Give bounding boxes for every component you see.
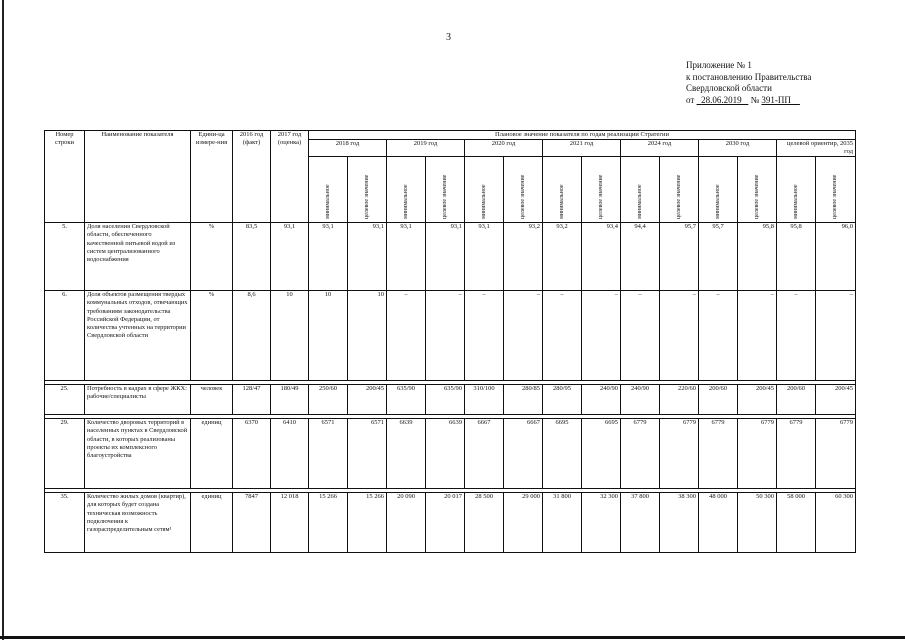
cell-plan-value: 280/95 [543,385,582,415]
cell-plan-value: – [777,291,816,381]
cell-2017: 12 018 [271,493,309,553]
subheader-target-2020: целевое значение [504,157,543,223]
cell-plan-value: 28 500 [465,493,504,553]
cell-plan-value: – [504,291,543,381]
cell-plan-value: 6639 [426,419,465,489]
cell-plan-value: 37 800 [621,493,660,553]
cell-plan-value: 95,7 [699,223,738,291]
cell-plan-value: 93,4 [582,223,621,291]
cell-row-number: 5. [45,223,85,291]
subheader-target-2035: целевое значение [816,157,856,223]
cell-unit: человек [191,385,233,415]
cell-plan-value: 635/90 [426,385,465,415]
table-body [45,223,856,553]
cell-plan-value: 58 000 [777,493,816,553]
cell-plan-value: 95,8 [738,223,777,291]
cell-2016: 6370 [233,419,271,489]
subheader-min-2020: минимальное [465,157,504,223]
header-year-2018: 2018 год [309,140,387,157]
cell-2017: 10 [271,291,309,381]
cell-plan-value: – [387,291,426,381]
cell-plan-value: 93,1 [387,223,426,291]
header-unit: Едини-ца измере-ния [191,131,233,223]
cell-plan-value: 6667 [465,419,504,489]
cell-row-number: 29. [45,419,85,489]
cell-plan-value: 200/60 [699,385,738,415]
appendix-number-label: № [750,94,760,105]
cell-plan-value: – [426,291,465,381]
cell-plan-value: 93,1 [348,223,387,291]
cell-plan-value: – [699,291,738,381]
cell-plan-value: 60 300 [816,493,856,553]
appendix-date-line [686,95,811,107]
cell-plan-value: 93,2 [504,223,543,291]
header-year-2035: целевой ориентир, 2035 год [777,140,856,157]
appendix-line2: к постановлению Правительства [686,71,812,82]
cell-plan-value: – [621,291,660,381]
table-row [45,419,856,489]
cell-plan-value: 93,1 [426,223,465,291]
cell-plan-value: 200/45 [816,385,856,415]
cell-2016: 8,6 [233,291,271,381]
appendix-line1: Приложение № 1 [686,60,752,70]
page-number: 3 [446,32,451,43]
subheader-target-2030: целевое значение [738,157,777,223]
cell-indicator-name: Доля объектов размещения твердых коммунальных отходов, отвечающих требованиям законодательства Российской Федерации, от количества учтенных на территории Свердловской области [85,291,191,381]
cell-plan-value: 240/90 [621,385,660,415]
cell-plan-value: 32 300 [582,493,621,553]
cell-plan-value: 93,1 [465,223,504,291]
header-indicator: Наименование показателя [85,131,191,223]
cell-indicator-name: Количество дворовых территорий в населенных пунктах в Свердловской области, в которых реализованы проекты их комплексного благоустройства [85,419,191,489]
cell-plan-value: 10 [309,291,348,381]
cell-row-number: 6. [45,291,85,381]
cell-plan-value: 310/100 [465,385,504,415]
cell-2016: 83,5 [233,223,271,291]
subheader-target-2021: целевое значение [582,157,621,223]
cell-plan-value: – [465,291,504,381]
cell-plan-value: 200/45 [348,385,387,415]
subheader-min-2021: минимальное [543,157,582,223]
cell-plan-value: 93,2 [543,223,582,291]
cell-2016: 128/47 [233,385,271,415]
header-2017: 2017 год (оценка) [271,131,309,223]
cell-plan-value: 6779 [777,419,816,489]
cell-plan-value: 95,8 [777,223,816,291]
subheader-min-2018: минимальное [309,157,348,223]
cell-plan-value: 6571 [348,419,387,489]
cell-unit: единиц [191,419,233,489]
cell-2017: 180/49 [271,385,309,415]
cell-plan-value: 6639 [387,419,426,489]
cell-plan-value: 6779 [738,419,777,489]
header-plan: Плановое значение показателя по годам реализации Стратегии [309,131,856,140]
cell-plan-value: 250/60 [309,385,348,415]
indicators-table [44,130,856,553]
appendix-date: 28.06.2019 [701,94,742,105]
cell-plan-value: 6779 [699,419,738,489]
cell-plan-value: 220/60 [660,385,699,415]
cell-plan-value: 94,4 [621,223,660,291]
cell-plan-value: 38 300 [660,493,699,553]
subheader-target-2019: целевое значение [426,157,465,223]
cell-plan-value: 93,1 [309,223,348,291]
appendix-block [686,60,811,106]
cell-plan-value: 200/60 [777,385,816,415]
cell-plan-value: 20 017 [426,493,465,553]
subheader-min-2030: минимальное [699,157,738,223]
cell-plan-value: 635/90 [387,385,426,415]
cell-plan-value: 15 266 [348,493,387,553]
cell-indicator-name: Количество жилых домов (квартир), для которых будет создана техническая возможность подключения к газораспределительным сетям¹ [85,493,191,553]
header-row-number: Номер строки [45,131,85,223]
cell-unit: % [191,291,233,381]
cell-2017: 6410 [271,419,309,489]
subheader-target-2024: целевое значение [660,157,699,223]
cell-row-number: 35. [45,493,85,553]
cell-plan-value: 6779 [621,419,660,489]
cell-plan-value: 200/45 [738,385,777,415]
cell-plan-value: 6667 [504,419,543,489]
cell-plan-value: – [582,291,621,381]
subheader-target-2018: целевое значение [348,157,387,223]
table-row [45,493,856,553]
appendix-line3: Свердловской области [686,83,772,93]
cell-row-number: 25. [45,385,85,415]
header-2016: 2016 год (факт) [233,131,271,223]
cell-plan-value: 50 300 [738,493,777,553]
table-row [45,223,856,291]
cell-plan-value: 31 800 [543,493,582,553]
header-year-2030: 2030 год [699,140,777,157]
appendix-number: 391-ПП [761,94,791,105]
cell-plan-value: 95,7 [660,223,699,291]
subheader-min-2019: минимальное [387,157,426,223]
cell-plan-value: 6571 [309,419,348,489]
cell-2017: 93,1 [271,223,309,291]
cell-plan-value: 20 090 [387,493,426,553]
cell-plan-value: 6779 [816,419,856,489]
scan-edge-left [2,0,4,640]
header-year-2024: 2024 год [621,140,699,157]
cell-plan-value: 240/90 [582,385,621,415]
appendix-from-label: от [686,94,695,105]
cell-plan-value: – [738,291,777,381]
scan-edge-bottom [0,636,905,639]
cell-plan-value: – [816,291,856,381]
cell-plan-value: 6695 [582,419,621,489]
cell-plan-value: – [660,291,699,381]
cell-plan-value: 15 266 [309,493,348,553]
table-row [45,385,856,415]
cell-plan-value: 48 000 [699,493,738,553]
cell-2016: 7847 [233,493,271,553]
header-year-2020: 2020 год [465,140,543,157]
header-year-2021: 2021 год [543,140,621,157]
cell-plan-value: 6779 [660,419,699,489]
subheader-min-2024: минимальное [621,157,660,223]
cell-plan-value: 29 000 [504,493,543,553]
header-year-2019: 2019 год [387,140,465,157]
cell-plan-value: 96,0 [816,223,856,291]
cell-indicator-name: Доля населения Свердловской области, обеспеченного качественной питьевой водой из систем централизованного водоснабжения [85,223,191,291]
cell-unit: % [191,223,233,291]
cell-plan-value: 10 [348,291,387,381]
cell-plan-value: – [543,291,582,381]
cell-plan-value: 6695 [543,419,582,489]
subheader-min-2035: минимальное [777,157,816,223]
cell-indicator-name: Потребность в кадрах в сфере ЖКХ: рабочие/специалисты [85,385,191,415]
cell-plan-value: 280/85 [504,385,543,415]
table-row [45,291,856,381]
cell-unit: единиц [191,493,233,553]
